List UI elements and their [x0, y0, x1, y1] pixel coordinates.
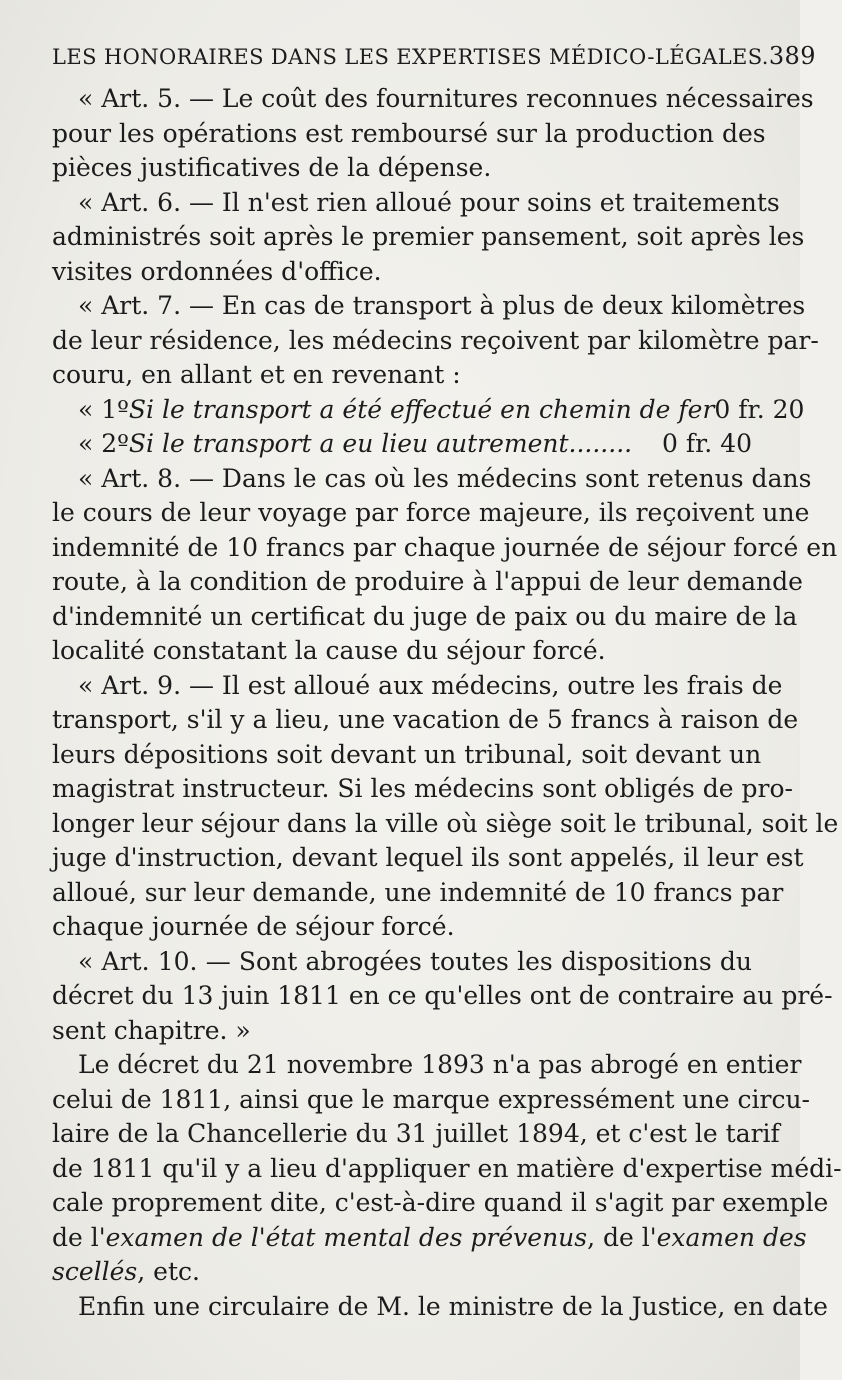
art10-line-2: décret du 13 juin 1811 en ce qu'elles ont de contraire au pré-	[52, 981, 833, 1010]
page-body	[52, 82, 842, 1324]
commentary-line-4: de 1811 qu'il y a lieu d'appliquer en matière d'expertise médi-	[52, 1153, 842, 1183]
running-header	[52, 42, 816, 70]
art7-line-3: couru, en allant et en revenant :	[52, 360, 461, 389]
commentary-line-7-b: , etc.	[137, 1257, 200, 1286]
commentary-line-2: celui de 1811, ainsi que le marque expressément une circu-	[52, 1084, 810, 1114]
art8-line-1: « Art. 8. — Dans le cas où les médecins sont retenus dans	[78, 463, 812, 493]
commentary-line-6-b: examen de l'état mental des prévenus	[105, 1222, 588, 1252]
art8-line-5: d'indemnité un certificat du juge de paix ou du maire de la	[52, 601, 798, 631]
art9-line-7: alloué, sur leur demande, une indemnité de 10 francs par	[52, 877, 784, 907]
art5-line-3: pièces justificatives de la dépense.	[52, 153, 492, 182]
commentary-line-1: Le décret du 21 novembre 1893 n'a pas abrogé en entier	[78, 1050, 802, 1079]
tariff-row-rail	[52, 393, 805, 428]
commentary-line-6-a: de l'	[52, 1222, 106, 1252]
art6-line-1: « Art. 6. — Il n'est rien alloué pour soins et traitements	[78, 187, 780, 217]
art7-line-2: de leur résidence, les médecins reçoivent par kilomètre par-	[52, 325, 819, 355]
art9-line-4: magistrat instructeur. Si les médecins sont obligés de pro-	[52, 774, 794, 803]
commentary-line-7-a: scellés	[52, 1257, 138, 1286]
art9-line-1: « Art. 9. — Il est alloué aux médecins, outre les frais de	[78, 670, 783, 700]
art8-line-2: le cours de leur voyage par force majeure, ils reçoivent une	[52, 498, 810, 527]
commentary-line-7	[52, 1255, 752, 1290]
running-title: LES HONORAIRES DANS LES EXPERTISES MÉDICO-LÉGALES.	[52, 45, 769, 69]
art8-line-3: indemnité de 10 francs par chaque journée de séjour forcé en	[52, 532, 838, 562]
art10-line-1: « Art. 10. — Sont abrogées toutes les dispositions du	[78, 946, 752, 976]
art10-line-3: sent chapitre. »	[52, 1015, 251, 1045]
commentary-line-6-c: , de l'	[587, 1222, 657, 1252]
art7-line-1: « Art. 7. — En cas de transport à plus de deux kilomètres	[78, 291, 806, 320]
art6-line-2: administrés soit après le premier pansement, soit après les	[52, 222, 805, 251]
art8-line-4: route, à la condition de produire à l'appui de leur demande	[52, 567, 803, 596]
tariff-row-other	[52, 427, 752, 462]
art9-line-3: leurs dépositions soit devant un tribunal, soit devant un	[52, 739, 762, 769]
art6-line-3: visites ordonnées d'office.	[52, 256, 382, 286]
art9-line-2: transport, s'il y a lieu, une vacation de 5 francs à raison de	[52, 705, 799, 734]
art5-line-2: pour les opérations est remboursé sur la production des	[52, 118, 766, 148]
tariff-other-value: 0 fr. 40	[661, 429, 752, 458]
art5-line-1: « Art. 5. — Le coût des fournitures reconnues nécessaires	[78, 84, 814, 113]
page-number: 389	[768, 42, 816, 70]
art9-line-6: juge d'instruction, devant lequel ils sont appelés, il leur est	[52, 843, 804, 872]
commentary-line-6	[52, 1221, 807, 1256]
tariff-other-label: Si le transport a eu lieu autrement........	[128, 429, 633, 458]
commentary-line-5: cale proprement dite, c'est-à-dire quand il s'agit par exemple	[52, 1188, 829, 1217]
final-line: Enfin une circulaire de M. le ministre de la Justice, en date	[78, 1291, 828, 1321]
tariff-rail-marker: « 1º	[78, 394, 129, 424]
tariff-rail-value: 0 fr. 20	[714, 394, 805, 424]
commentary-line-6-d: examen des	[656, 1222, 807, 1252]
art8-line-6: localité constatant la cause du séjour forcé.	[52, 636, 606, 665]
tariff-other-marker: « 2º	[78, 429, 129, 458]
tariff-rail-label: Si le transport a été effectué en chemin de fer	[128, 394, 715, 424]
art9-line-5: longer leur séjour dans la ville où siège soit le tribunal, soit le	[52, 808, 839, 838]
art9-line-8: chaque journée de séjour forcé.	[52, 912, 455, 941]
commentary-line-3: laire de la Chancellerie du 31 juillet 1894, et c'est le tarif	[52, 1119, 780, 1148]
